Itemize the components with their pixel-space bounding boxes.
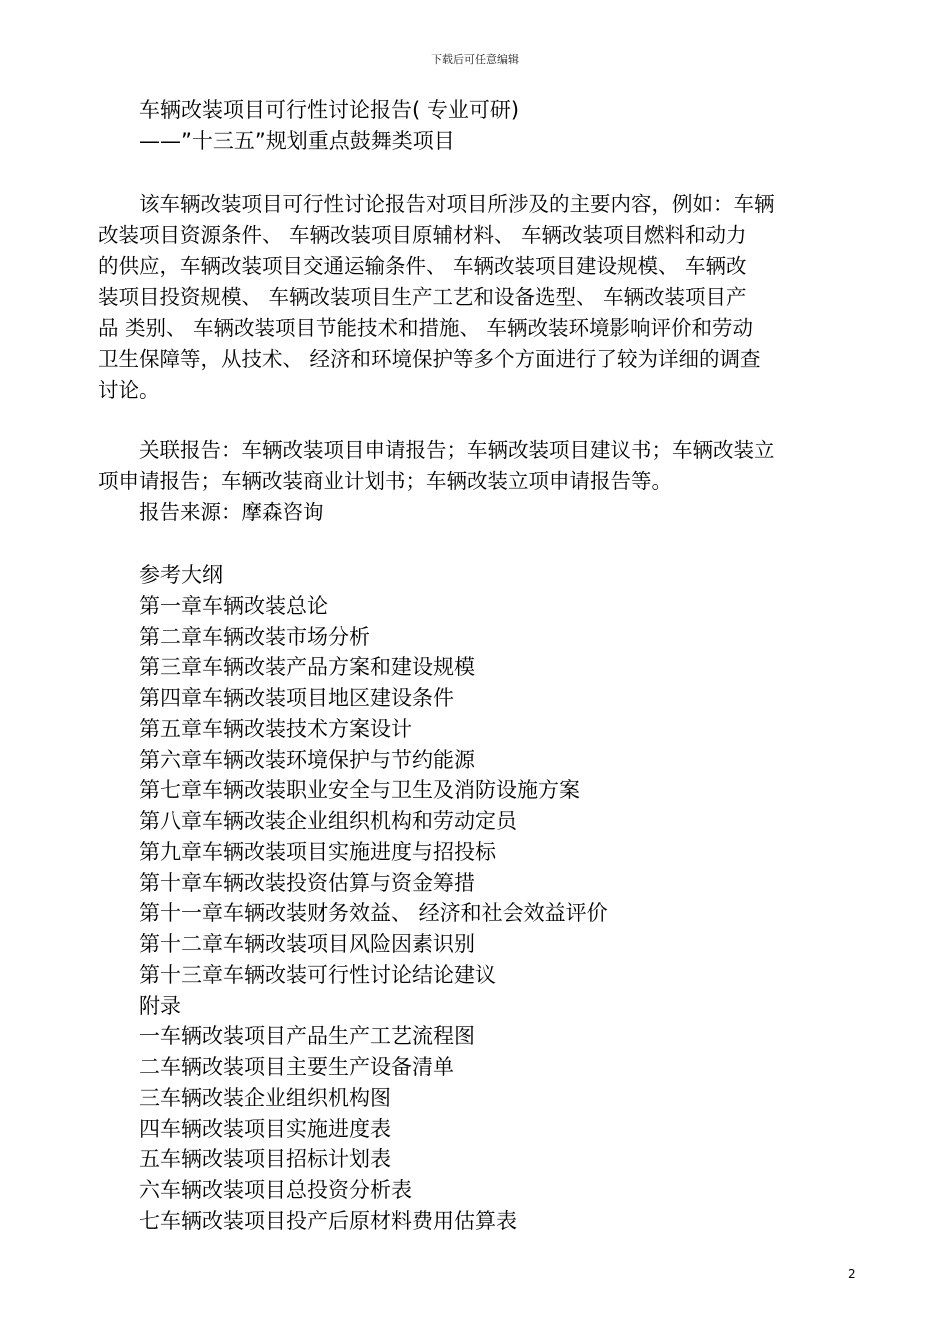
outline-item: 第十二章车辆改装项目风险因素识别 (139, 932, 475, 956)
appendix-item: 四车辆改装项目实施进度表 (139, 1116, 391, 1141)
page-number: 2 (848, 1267, 856, 1281)
outline-item: 第二章车辆改装市场分析 (139, 624, 370, 649)
appendix-item: 六车辆改装项目总投资分析表 (139, 1178, 412, 1202)
intro-line: 卫生保障等，从技术、 经济和环境保护等多个方面进行了较为详细的调查 (98, 347, 761, 371)
outline-item: 第十一章车辆改装财务效益、 经济和社会效益评价 (139, 901, 608, 926)
document-subtitle: ——”十三五”规划重点鼓舞类项目 (139, 129, 455, 153)
report-source: 报告来源：摩森咨询 (139, 500, 324, 524)
appendix-item: 七车辆改装项目投产后原材料费用估算表 (139, 1208, 517, 1233)
appendix-item: 三车辆改装企业组织机构图 (139, 1085, 391, 1110)
appendix-item: 二车辆改装项目主要生产设备清单 (139, 1055, 454, 1079)
outline-item: 第三章车辆改装产品方案和建设规模 (139, 655, 475, 680)
related-reports-paragraph (98, 435, 860, 528)
outline-item: 第十三章车辆改装可行性讨论结论建议 (139, 962, 496, 987)
appendix-heading: 附录 (139, 993, 181, 1018)
intro-line: 讨论。 (98, 378, 160, 402)
outline-item: 第一章车辆改装总论 (139, 593, 328, 618)
outline-heading: 参考大纲 (139, 563, 223, 587)
related-line: 关联报告：车辆改装项目申请报告；车辆改装项目建议书；车辆改装立 (139, 438, 775, 462)
page-header-note: 下载后可任意编辑 (431, 53, 519, 66)
intro-line: 品 类别、 车辆改装项目节能技术和措施、 车辆改装环境影响评价和劳动 (98, 316, 754, 340)
intro-line: 的供应，车辆改装项目交通运输条件、 车辆改装项目建设规模、 车辆改 (98, 254, 747, 278)
appendix-item: 五车辆改装项目招标计划表 (139, 1147, 391, 1172)
appendix-item: 一车辆改装项目产品生产工艺流程图 (139, 1024, 475, 1049)
outline-item: 第十章车辆改装投资估算与资金筹措 (139, 870, 475, 895)
outline-item: 第五章车辆改装技术方案设计 (139, 716, 412, 741)
intro-line: 改装项目资源条件、 车辆改装项目原辅材料、 车辆改装项目燃料和动力 (98, 223, 747, 247)
intro-paragraph (98, 189, 860, 406)
outline-item: 第七章车辆改装职业安全与卫生及消防设施方案 (139, 778, 580, 803)
related-line: 项申请报告；车辆改装商业计划书；车辆改装立项申请报告等。 (98, 469, 672, 493)
intro-line: 装项目投资规模、 车辆改装项目生产工艺和设备选型、 车辆改装项目产 (98, 285, 747, 309)
document-title: 车辆改装项目可行性讨论报告( 专业可研) (139, 98, 520, 122)
outline-item: 第六章车辆改装环境保护与节约能源 (139, 747, 475, 772)
intro-line: 该车辆改装项目可行性讨论报告对项目所涉及的主要内容，例如：车辆 (139, 192, 775, 216)
outline-item: 第四章车辆改装项目地区建设条件 (139, 686, 454, 710)
outline-item: 第九章车辆改装项目实施进度与招投标 (139, 839, 496, 864)
outline-item: 第八章车辆改装企业组织机构和劳动定员 (139, 809, 517, 833)
reference-outline (139, 560, 608, 1237)
